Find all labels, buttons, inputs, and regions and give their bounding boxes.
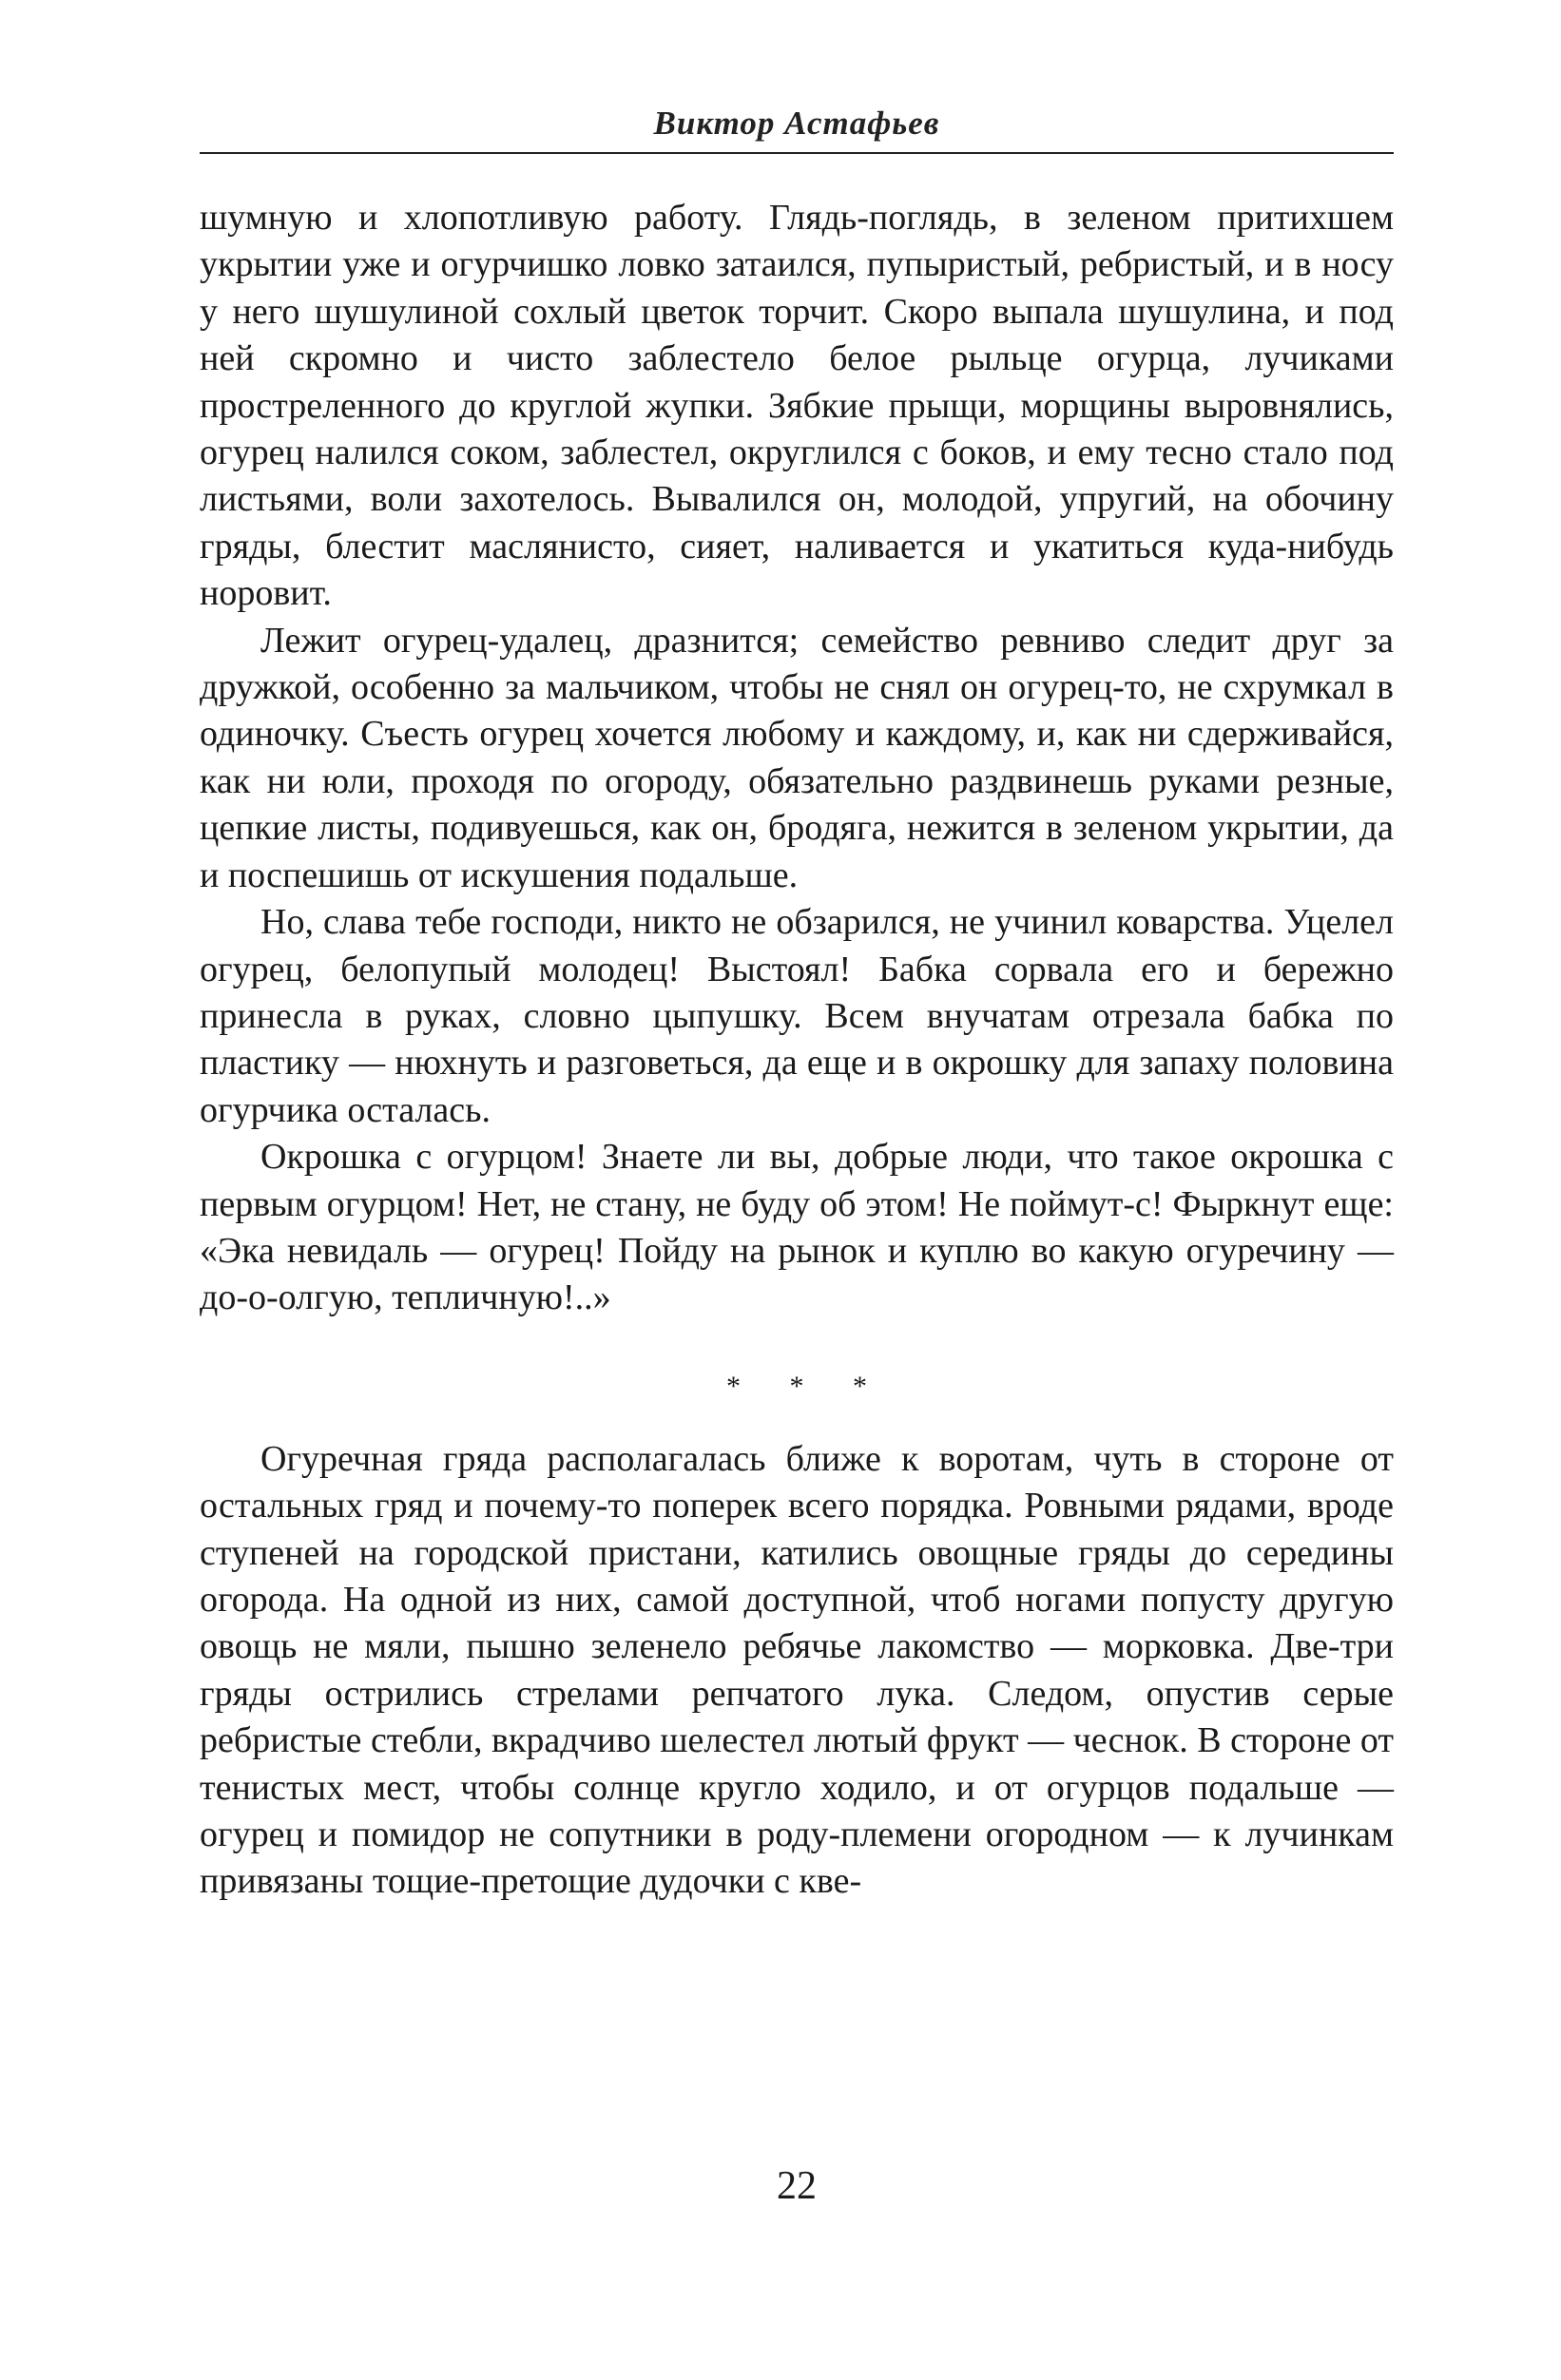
section-break-asterisks: * * * xyxy=(726,1370,888,1402)
running-header-author: Виктор Астафьев xyxy=(653,105,940,142)
paragraph-1: шумную и хлопотливую работу. Глядь-поглядь, в зеленом притихшем укрытии уже и огурчишко ловко затаился, пупыристый, ребристый, и в носу у него шушулиной сохлый цветок торчит. Скоро выпала шушулина, и под ней скромно и чисто заблестело белое рыльце огурца, лучиками простреленного до круглой жупки. Зябкие прыщи, морщины выровнялись, огурец налился соком, заблестел, округлился с боков, и ему тесно стало под листьями, воли захотелось. Вывалился он, молодой, упругий, на обочину гряды, блестит маслянисто, сияет, наливается и укатиться кудa-нибудь норовит. xyxy=(200,198,1394,614)
paragraph-4: Окрошка с огурцом! Знаете ли вы, добрые люди, что такое окрошка с первым огурцом! Нет, не стану, не буду об этом! Не поймут-с! Фыркнут еще: «Эка невидаль — огурец! Пойду на рынок и куплю во какую огуречину — до-о-олгую, тепличную!..» xyxy=(200,1137,1394,1318)
paragraph-3: Но, слава тебе господи, никто не обзарился, не учинил коварства. Уцелел огурец, белопупый молодец! Выстоял! Бабка сорвала его и бережно принесла в руках, словно цыпушку. Всем внучатам отрезала бабка по пластику — нюхнуть и разговеться, да еще и в окрошку для запаху половина огурчика осталась. xyxy=(200,902,1394,1130)
paragraph-2: Лежит огурец-удалец, дразнится; семейство ревниво следит друг за дружкой, особенно за мальчиком, чтобы не снял он огурец-то, не схрумкал в одиночку. Съесть огурец хочется любому и каждому, и, как ни сдерживайся, как ни юли, проходя по огороду, обязательно раздвинешь руками резные, цепкие листы, подивуешься, как он, бродяга, нежится в зеленом укрытии, да и поспешишь от искушения подальше. xyxy=(200,620,1394,895)
body-text xyxy=(200,195,1394,1906)
header-rule xyxy=(200,152,1394,154)
paragraph-5: Огуречная гряда располагалась ближе к воротам, чуть в стороне от остальных гряд и почему-то поперек всего порядка. Ровными рядами, вроде ступеней на городской пристани, катились овощные гряды до середины огорода. На одной из них, самой доступной, чтоб ногами попусту другую овощь не мяли, пышно зеленело ребячье лакомство — морковка. Две-три гряды острились стрелами репчатого лука. Следом, опустив серые ребристые стебли, вкрадчиво шелестел лютый фрукт — чеснок. В стороне от тенистых мест, чтобы солнце кругло ходило, и от огурцов подальше — огурец и помидор не сопутники в роду-племени огородном — к лучинкам привязаны тощие-претощие дудочки с кве- xyxy=(200,1438,1394,1902)
page-number: 22 xyxy=(777,2164,817,2208)
